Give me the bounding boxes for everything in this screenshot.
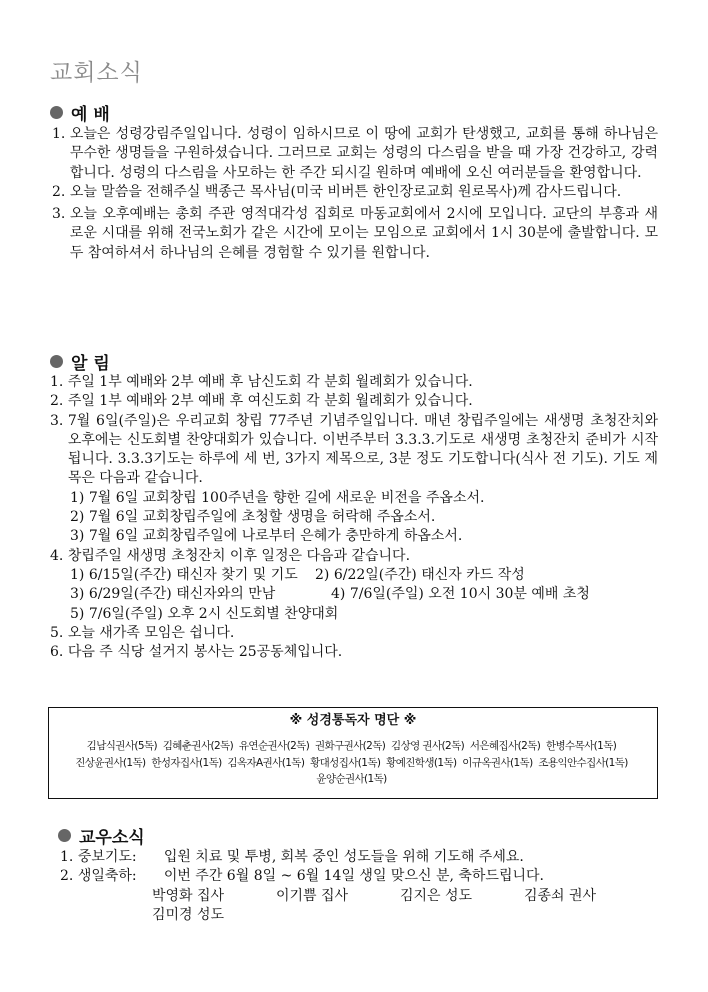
reader-name: 한병수목사(1독) [545, 740, 617, 752]
schedule-grid [50, 566, 658, 624]
notices-list [50, 373, 658, 662]
notices-heading-label: 알 림 [71, 354, 110, 374]
names-line [53, 755, 653, 772]
list-item: 2. 생일축하: 이번 주간 6월 8일 ~ 6월 14일 생일 맞으신 분, 축하드립니다. [60, 868, 544, 885]
worship-heading-label: 예 배 [71, 105, 110, 125]
reader-name: 이규옥권사(1독) [462, 756, 533, 769]
birthday-name: 김종쇠 권사 [524, 887, 597, 904]
members-heading [58, 823, 145, 848]
list-item: 3. 7월 6일(주일)은 우리교회 창립 77주년 기념주일입니다. 매년 창립주일에는 새생명 초청잔치와 오후에는 신도회별 찬양대회가 있습니다. 이번주부터 3.3.3.기도로 새생명 초청잔치 준비가 시작됩니다. 3.3.3기도는 하루에 세 번, 3가지 제목으로, 3분 정도 기도합니다(식사 전 기도). 기도 제목은 다음과 같습니다. [50, 412, 658, 487]
birthday-name: 김미경 성도 [152, 906, 225, 923]
birthday-name: 이기쁨 집사 [276, 887, 349, 904]
bullet-icon [50, 106, 63, 119]
schedule-entry: 1) 6/15일(주간) 태신자 찾기 및 기도 [70, 566, 298, 583]
reader-name: 진상윤권사(1독) [75, 756, 146, 769]
reader-name: 김혜춘권사(2독) [162, 740, 234, 752]
schedule-entry: 3) 6/29일(주간) 태신자와의 만남 [70, 586, 276, 603]
schedule-entry: 4) 7/6일(주일) 오전 10시 30분 예배 초청 [331, 586, 590, 603]
worship-list [52, 125, 658, 263]
list-item: 5. 오늘 새가족 모임은 쉽니다. [50, 624, 235, 641]
list-item: 1. 주일 1부 예배와 2부 예배 후 남신도회 각 분회 월례회가 있습니다. [50, 374, 473, 390]
birthday-names [60, 887, 660, 926]
bible-readers-names [49, 738, 657, 788]
reader-name: 김옥자A권사(1독) [227, 756, 305, 769]
names-line [53, 771, 653, 788]
birthday-name: 박영화 집사 [152, 887, 225, 904]
list-item: 1. 오늘은 성령강림주일입니다. 성령이 임하시므로 이 땅에 교회가 탄생했고, 교회를 통해 하나님은 무수한 생명들을 구원하셨습니다. 그러므로 교회는 성령의 다스림을 받을 때 가장 건강하고, 강력합니다. 성령의 다스림을 사모하는 한 주간 되시길 원하며 예배에 오신 여러분들을 환영합니다. [52, 126, 658, 181]
page-title: 교회소식 [50, 60, 143, 86]
schedule-entry: 5) 7/6일(주일) 오후 2시 신도회별 찬양대회 [70, 605, 339, 622]
bible-readers-box [48, 707, 658, 799]
prayer-topic: 1) 7월 6일 교회창립 100주년을 향한 길에 새로운 비전을 주옵소서. [70, 489, 485, 506]
names-line [53, 738, 653, 755]
reader-name: 김상영 권사(2독) [391, 740, 465, 752]
reader-name: 서은혜집사(2독) [469, 740, 541, 752]
reader-name: 황대성집사(1독) [310, 756, 381, 769]
reader-name: 권화구권사(2독) [314, 740, 386, 752]
reader-name: 김남식권사(5독) [86, 740, 158, 752]
bullet-icon [50, 355, 63, 368]
reader-name: 유연순권사(2독) [238, 740, 310, 752]
list-item: 6. 다음 주 식당 설거지 봉사는 25공동체입니다. [50, 644, 343, 661]
notices-heading [50, 349, 110, 374]
prayer-topic: 3) 7월 6일 교회창립주일에 나로부터 은혜가 충만하게 하옵소서. [70, 528, 463, 545]
list-item: 3. 오늘 오후예배는 총회 주관 영적대각성 집회로 마동교회에서 2시에 모입니다. 교단의 부흥과 새로운 시대를 위해 전국노회가 같은 시간에 모이는 모임으로 교회에서 1시 30분에 출발합니다. 모두 참여하셔서 하나님의 은혜를 경험할 수 있기를 원합니다. [52, 206, 658, 261]
bible-readers-title: ※ 성경통독자 명단 ※ [289, 713, 417, 728]
bullet-icon [58, 829, 71, 842]
reader-name: 황예진학생(1독) [386, 756, 457, 769]
list-item: 4. 창립주일 새생명 초청잔치 이후 일정은 다음과 같습니다. [50, 547, 411, 564]
list-item: 2. 주일 1부 예배와 2부 예배 후 여신도회 각 분회 월례회가 있습니다. [50, 393, 473, 410]
reader-name: 조용익안수집사(1독) [538, 756, 628, 769]
list-item: 2. 오늘 말씀을 전해주실 백종근 목사님(미국 비버튼 한인장로교회 원로목사)께 감사드립니다. [52, 183, 622, 200]
reader-name: 윤양순권사(1독) [316, 773, 387, 785]
birthday-name: 김지은 성도 [400, 887, 473, 904]
members-list [60, 848, 660, 925]
members-heading-label: 교우소식 [79, 828, 145, 848]
prayer-topic: 2) 7월 6일 교회창립주일에 초청할 생명을 허락해 주옵소서. [70, 509, 436, 526]
schedule-entry: 2) 6/22일(주간) 태신자 카드 작성 [315, 566, 525, 583]
worship-heading [50, 100, 110, 125]
list-item: 1. 중보기도: 입원 치료 및 투병, 회복 중인 성도들을 위해 기도해 주세요. [60, 849, 524, 865]
reader-name: 한성자집사(1독) [151, 756, 222, 769]
